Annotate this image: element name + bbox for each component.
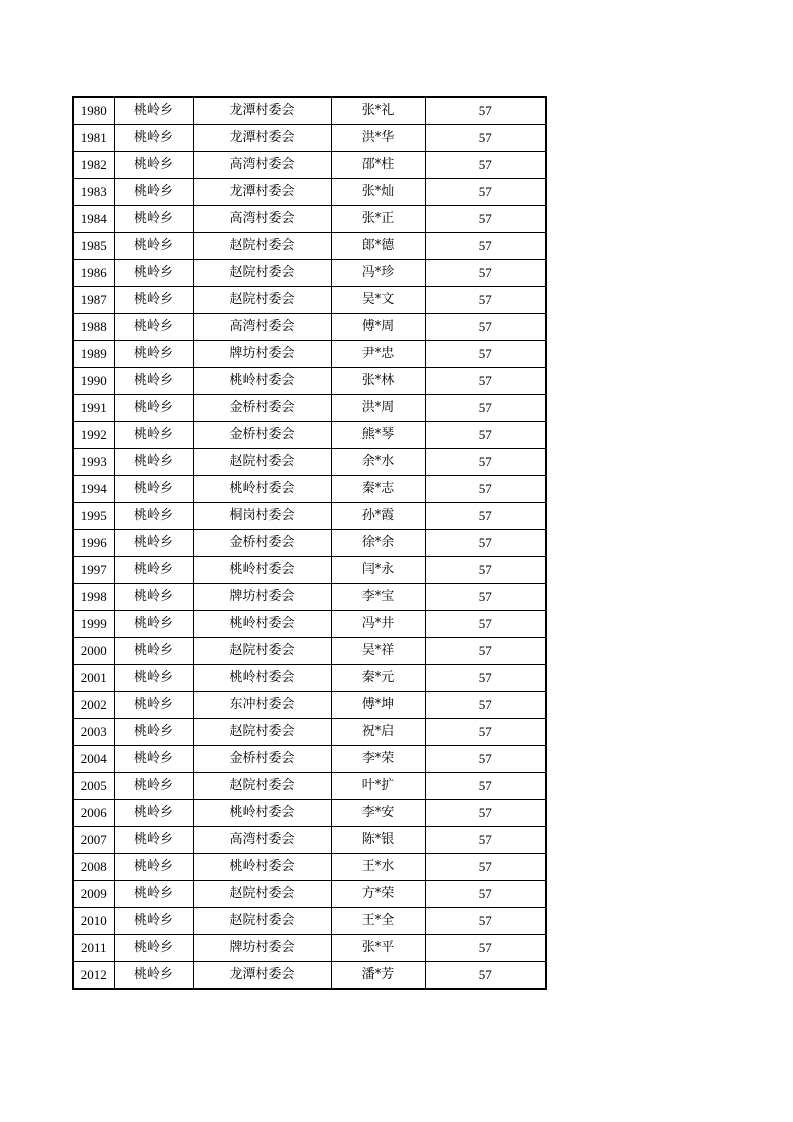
- village-committee-cell: 赵院村委会: [193, 719, 331, 746]
- amount-cell: 57: [425, 962, 546, 990]
- amount-cell: 57: [425, 773, 546, 800]
- township-cell: 桃岭乡: [114, 125, 193, 152]
- township-cell: 桃岭乡: [114, 692, 193, 719]
- table-row: [73, 908, 546, 935]
- table-row: [73, 314, 546, 341]
- township-cell: 桃岭乡: [114, 665, 193, 692]
- amount-cell: 57: [425, 746, 546, 773]
- person-name-cell: 李*荣: [331, 746, 425, 773]
- row-number-cell: 2001: [73, 665, 114, 692]
- row-number-cell: 1994: [73, 476, 114, 503]
- person-name-cell: 冯*珍: [331, 260, 425, 287]
- person-name-cell: 徐*余: [331, 530, 425, 557]
- township-cell: 桃岭乡: [114, 584, 193, 611]
- amount-cell: 57: [425, 449, 546, 476]
- village-committee-cell: 赵院村委会: [193, 881, 331, 908]
- township-cell: 桃岭乡: [114, 503, 193, 530]
- amount-cell: 57: [425, 854, 546, 881]
- village-committee-cell: 桃岭村委会: [193, 665, 331, 692]
- table-row: [73, 233, 546, 260]
- amount-cell: 57: [425, 341, 546, 368]
- table-row: [73, 935, 546, 962]
- village-committee-cell: 金桥村委会: [193, 746, 331, 773]
- row-number-cell: 1995: [73, 503, 114, 530]
- township-cell: 桃岭乡: [114, 449, 193, 476]
- row-number-cell: 1999: [73, 611, 114, 638]
- village-committee-cell: 龙潭村委会: [193, 125, 331, 152]
- village-committee-cell: 赵院村委会: [193, 287, 331, 314]
- person-name-cell: 冯*井: [331, 611, 425, 638]
- amount-cell: 57: [425, 611, 546, 638]
- row-number-cell: 1985: [73, 233, 114, 260]
- amount-cell: 57: [425, 395, 546, 422]
- person-name-cell: 李*宝: [331, 584, 425, 611]
- person-name-cell: 张*礼: [331, 97, 425, 125]
- village-committee-cell: 金桥村委会: [193, 530, 331, 557]
- row-number-cell: 2005: [73, 773, 114, 800]
- township-cell: 桃岭乡: [114, 773, 193, 800]
- township-cell: 桃岭乡: [114, 179, 193, 206]
- person-name-cell: 傅*周: [331, 314, 425, 341]
- row-number-cell: 2006: [73, 800, 114, 827]
- amount-cell: 57: [425, 206, 546, 233]
- row-number-cell: 1980: [73, 97, 114, 125]
- table-row: [73, 881, 546, 908]
- township-cell: 桃岭乡: [114, 341, 193, 368]
- table-row: [73, 827, 546, 854]
- village-committee-cell: 高湾村委会: [193, 206, 331, 233]
- township-cell: 桃岭乡: [114, 638, 193, 665]
- person-name-cell: 叶*扩: [331, 773, 425, 800]
- row-number-cell: 1988: [73, 314, 114, 341]
- row-number-cell: 1981: [73, 125, 114, 152]
- village-committee-cell: 赵院村委会: [193, 638, 331, 665]
- table-row: [73, 692, 546, 719]
- amount-cell: 57: [425, 638, 546, 665]
- person-name-cell: 陈*银: [331, 827, 425, 854]
- township-cell: 桃岭乡: [114, 422, 193, 449]
- person-name-cell: 熊*琴: [331, 422, 425, 449]
- township-cell: 桃岭乡: [114, 152, 193, 179]
- table-row: [73, 206, 546, 233]
- person-name-cell: 洪*周: [331, 395, 425, 422]
- row-number-cell: 1989: [73, 341, 114, 368]
- amount-cell: 57: [425, 827, 546, 854]
- amount-cell: 57: [425, 557, 546, 584]
- village-committee-cell: 桐岗村委会: [193, 503, 331, 530]
- row-number-cell: 1987: [73, 287, 114, 314]
- amount-cell: 57: [425, 314, 546, 341]
- village-committee-cell: 牌坊村委会: [193, 341, 331, 368]
- township-cell: 桃岭乡: [114, 719, 193, 746]
- table-row: [73, 476, 546, 503]
- amount-cell: 57: [425, 881, 546, 908]
- table-row: [73, 368, 546, 395]
- village-committee-cell: 金桥村委会: [193, 395, 331, 422]
- township-cell: 桃岭乡: [114, 557, 193, 584]
- amount-cell: 57: [425, 800, 546, 827]
- person-name-cell: 王*全: [331, 908, 425, 935]
- village-committee-cell: 赵院村委会: [193, 260, 331, 287]
- township-cell: 桃岭乡: [114, 827, 193, 854]
- amount-cell: 57: [425, 908, 546, 935]
- person-name-cell: 秦*志: [331, 476, 425, 503]
- table-row: [73, 638, 546, 665]
- table-row: [73, 97, 546, 125]
- table-row: [73, 530, 546, 557]
- roster-table: [72, 96, 547, 990]
- table-row: [73, 962, 546, 990]
- village-committee-cell: 桃岭村委会: [193, 854, 331, 881]
- village-committee-cell: 赵院村委会: [193, 449, 331, 476]
- row-number-cell: 1993: [73, 449, 114, 476]
- row-number-cell: 1984: [73, 206, 114, 233]
- township-cell: 桃岭乡: [114, 800, 193, 827]
- person-name-cell: 吴*祥: [331, 638, 425, 665]
- township-cell: 桃岭乡: [114, 233, 193, 260]
- amount-cell: 57: [425, 368, 546, 395]
- amount-cell: 57: [425, 476, 546, 503]
- table-row: [73, 773, 546, 800]
- table-row: [73, 719, 546, 746]
- table-row: [73, 125, 546, 152]
- table-row: [73, 152, 546, 179]
- row-number-cell: 1991: [73, 395, 114, 422]
- amount-cell: 57: [425, 665, 546, 692]
- amount-cell: 57: [425, 692, 546, 719]
- township-cell: 桃岭乡: [114, 97, 193, 125]
- person-name-cell: 方*荣: [331, 881, 425, 908]
- table-row: [73, 395, 546, 422]
- amount-cell: 57: [425, 935, 546, 962]
- person-name-cell: 吴*文: [331, 287, 425, 314]
- table-row: [73, 584, 546, 611]
- township-cell: 桃岭乡: [114, 854, 193, 881]
- person-name-cell: 张*平: [331, 935, 425, 962]
- person-name-cell: 祝*启: [331, 719, 425, 746]
- amount-cell: 57: [425, 260, 546, 287]
- person-name-cell: 郎*德: [331, 233, 425, 260]
- person-name-cell: 洪*华: [331, 125, 425, 152]
- amount-cell: 57: [425, 233, 546, 260]
- township-cell: 桃岭乡: [114, 530, 193, 557]
- village-committee-cell: 赵院村委会: [193, 773, 331, 800]
- row-number-cell: 2008: [73, 854, 114, 881]
- amount-cell: 57: [425, 179, 546, 206]
- township-cell: 桃岭乡: [114, 395, 193, 422]
- township-cell: 桃岭乡: [114, 206, 193, 233]
- township-cell: 桃岭乡: [114, 287, 193, 314]
- row-number-cell: 1990: [73, 368, 114, 395]
- village-committee-cell: 牌坊村委会: [193, 584, 331, 611]
- township-cell: 桃岭乡: [114, 260, 193, 287]
- table-row: [73, 800, 546, 827]
- row-number-cell: 2003: [73, 719, 114, 746]
- table-row: [73, 449, 546, 476]
- person-name-cell: 潘*芳: [331, 962, 425, 990]
- person-name-cell: 邵*柱: [331, 152, 425, 179]
- village-committee-cell: 龙潭村委会: [193, 962, 331, 990]
- row-number-cell: 2000: [73, 638, 114, 665]
- village-committee-cell: 牌坊村委会: [193, 935, 331, 962]
- township-cell: 桃岭乡: [114, 476, 193, 503]
- village-committee-cell: 高湾村委会: [193, 827, 331, 854]
- row-number-cell: 2004: [73, 746, 114, 773]
- village-committee-cell: 桃岭村委会: [193, 476, 331, 503]
- row-number-cell: 1982: [73, 152, 114, 179]
- person-name-cell: 张*正: [331, 206, 425, 233]
- amount-cell: 57: [425, 125, 546, 152]
- village-committee-cell: 赵院村委会: [193, 908, 331, 935]
- amount-cell: 57: [425, 584, 546, 611]
- row-number-cell: 1997: [73, 557, 114, 584]
- village-committee-cell: 龙潭村委会: [193, 179, 331, 206]
- row-number-cell: 2010: [73, 908, 114, 935]
- table-row: [73, 341, 546, 368]
- amount-cell: 57: [425, 422, 546, 449]
- row-number-cell: 2002: [73, 692, 114, 719]
- person-name-cell: 孙*霞: [331, 503, 425, 530]
- table-row: [73, 503, 546, 530]
- village-committee-cell: 桃岭村委会: [193, 611, 331, 638]
- village-committee-cell: 桃岭村委会: [193, 800, 331, 827]
- amount-cell: 57: [425, 287, 546, 314]
- amount-cell: 57: [425, 97, 546, 125]
- township-cell: 桃岭乡: [114, 368, 193, 395]
- person-name-cell: 尹*忠: [331, 341, 425, 368]
- person-name-cell: 傅*坤: [331, 692, 425, 719]
- table-row: [73, 854, 546, 881]
- table-row: [73, 287, 546, 314]
- row-number-cell: 1992: [73, 422, 114, 449]
- amount-cell: 57: [425, 530, 546, 557]
- table-row: [73, 557, 546, 584]
- table-row: [73, 665, 546, 692]
- table-row: [73, 260, 546, 287]
- amount-cell: 57: [425, 503, 546, 530]
- row-number-cell: 1986: [73, 260, 114, 287]
- village-committee-cell: 赵院村委会: [193, 233, 331, 260]
- township-cell: 桃岭乡: [114, 908, 193, 935]
- township-cell: 桃岭乡: [114, 314, 193, 341]
- row-number-cell: 2012: [73, 962, 114, 990]
- table-row: [73, 746, 546, 773]
- person-name-cell: 张*林: [331, 368, 425, 395]
- village-committee-cell: 桃岭村委会: [193, 368, 331, 395]
- person-name-cell: 张*灿: [331, 179, 425, 206]
- amount-cell: 57: [425, 719, 546, 746]
- table-row: [73, 422, 546, 449]
- village-committee-cell: 高湾村委会: [193, 152, 331, 179]
- row-number-cell: 1998: [73, 584, 114, 611]
- row-number-cell: 2007: [73, 827, 114, 854]
- amount-cell: 57: [425, 152, 546, 179]
- row-number-cell: 2011: [73, 935, 114, 962]
- person-name-cell: 秦*元: [331, 665, 425, 692]
- table-row: [73, 179, 546, 206]
- village-committee-cell: 桃岭村委会: [193, 557, 331, 584]
- village-committee-cell: 东冲村委会: [193, 692, 331, 719]
- row-number-cell: 2009: [73, 881, 114, 908]
- person-name-cell: 王*水: [331, 854, 425, 881]
- township-cell: 桃岭乡: [114, 881, 193, 908]
- person-name-cell: 李*安: [331, 800, 425, 827]
- township-cell: 桃岭乡: [114, 935, 193, 962]
- village-committee-cell: 龙潭村委会: [193, 97, 331, 125]
- row-number-cell: 1996: [73, 530, 114, 557]
- table-row: [73, 611, 546, 638]
- township-cell: 桃岭乡: [114, 611, 193, 638]
- row-number-cell: 1983: [73, 179, 114, 206]
- village-committee-cell: 金桥村委会: [193, 422, 331, 449]
- roster-table-body: [73, 97, 546, 989]
- township-cell: 桃岭乡: [114, 746, 193, 773]
- person-name-cell: 余*水: [331, 449, 425, 476]
- person-name-cell: 闫*永: [331, 557, 425, 584]
- township-cell: 桃岭乡: [114, 962, 193, 990]
- village-committee-cell: 高湾村委会: [193, 314, 331, 341]
